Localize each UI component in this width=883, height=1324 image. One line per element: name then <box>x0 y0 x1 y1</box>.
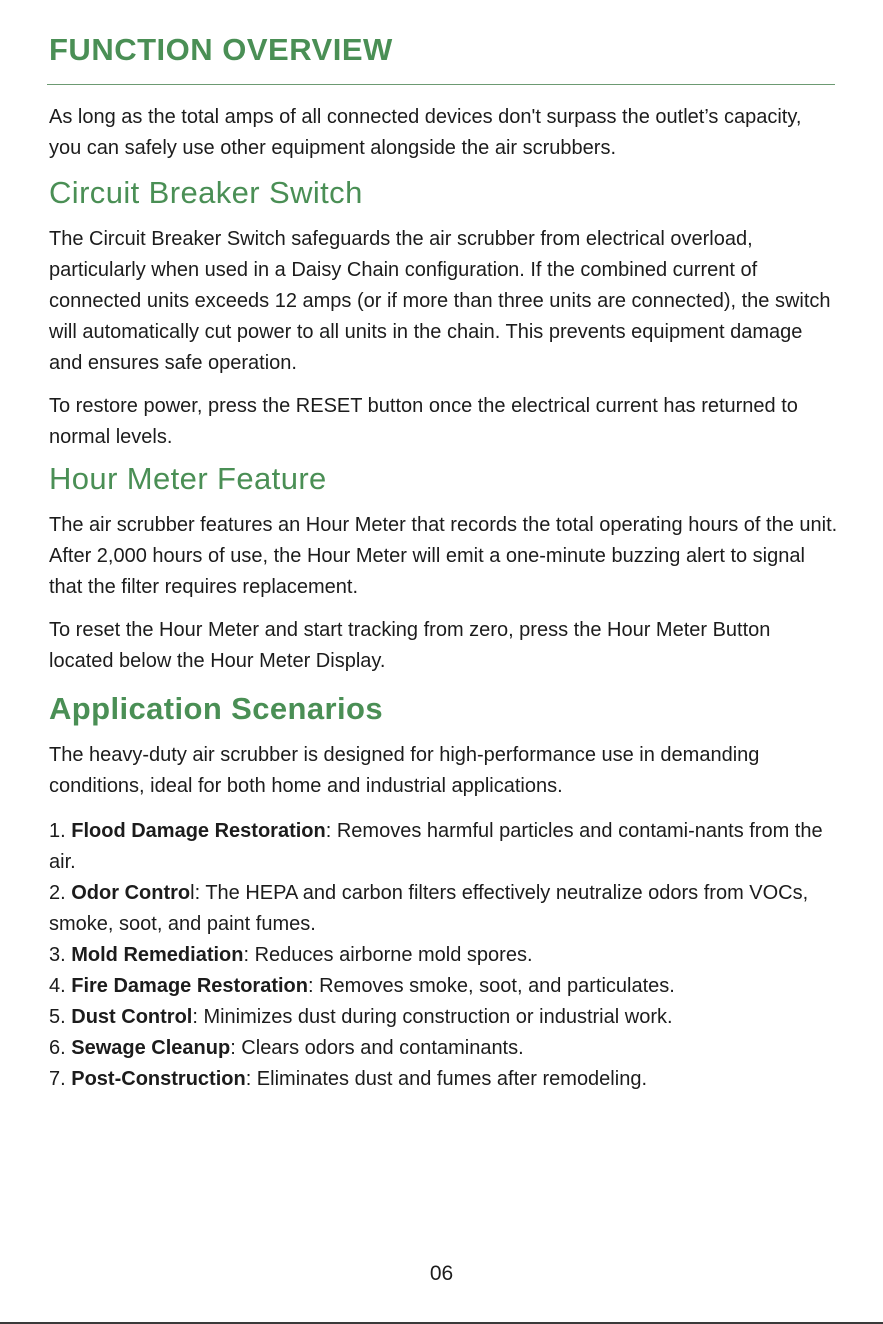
application-item-fire-damage <box>49 971 839 1002</box>
item-name: Mold Remediation <box>71 944 244 966</box>
application-item-flood-damage <box>49 816 839 878</box>
item-number: 3. <box>49 944 72 966</box>
item-description: : Minimizes dust during construction or industrial work. <box>192 1006 673 1028</box>
circuit-breaker-heading: Circuit Breaker Switch <box>49 175 363 210</box>
intro-paragraph: As long as the total amps of all connected devices don't surpass the outlet’s capacity, you can safely use other equipment alongside the air scrubbers. <box>49 106 802 159</box>
application-item-odor-control <box>49 878 839 940</box>
applications-heading: Application Scenarios <box>49 691 383 726</box>
page-number: 06 <box>429 1262 454 1285</box>
item-number: 6. <box>49 1037 72 1059</box>
circuit-breaker-paragraph-2: To restore power, press the RESET button once the electrical current has returned to normal levels. <box>49 395 798 448</box>
applications-list <box>49 816 839 1095</box>
item-name: Fire Damage Restoration <box>71 975 308 997</box>
item-name: Odor Contro <box>71 882 191 904</box>
item-description: : Eliminates dust and fumes after remodeling. <box>245 1068 647 1090</box>
item-number: 2. <box>49 882 72 904</box>
item-name: Post-Construction <box>71 1068 246 1090</box>
application-item-post-construction <box>49 1064 839 1095</box>
item-name: Sewage Cleanup <box>71 1037 231 1059</box>
item-description: : Clears odors and contaminants. <box>230 1037 524 1059</box>
application-item-dust-control <box>49 1002 839 1033</box>
application-item-sewage-cleanup <box>49 1033 839 1064</box>
item-description: : Removes harmful particles and contami-nants from the air. <box>49 820 823 873</box>
item-description: : Removes smoke, soot, and particulates. <box>307 975 675 997</box>
item-name: Flood Damage Restoration <box>71 820 326 842</box>
item-number: 4. <box>49 975 72 997</box>
title-divider <box>47 84 835 85</box>
applications-intro: The heavy-duty air scrubber is designed for high-performance use in demanding conditions, ideal for both home and industrial applications. <box>49 744 760 797</box>
item-name: Dust Control <box>71 1006 193 1028</box>
circuit-breaker-paragraph-1: The Circuit Breaker Switch safeguards the air scrubber from electrical overload, particularly when used in a Daisy Chain configuration. If the combined current of connected units exceeds 12 amps (or if more than three units are connected), the switch will automatically cut power to all units in the chain. This prevents equipment damage and ensures safe operation. <box>49 228 831 374</box>
item-number: 1. <box>49 820 72 842</box>
page-title: FUNCTION OVERVIEW <box>49 32 393 67</box>
item-number: 7. <box>49 1068 72 1090</box>
item-description: : Reduces airborne mold spores. <box>243 944 533 966</box>
page-content <box>49 28 839 1095</box>
hour-meter-heading: Hour Meter Feature <box>49 461 327 496</box>
hour-meter-paragraph-2: To reset the Hour Meter and start tracking from zero, press the Hour Meter Button located below the Hour Meter Display. <box>49 619 771 672</box>
application-item-mold-remediation <box>49 940 839 971</box>
item-description: l: The HEPA and carbon filters effectively neutralize odors from VOCs, smoke, soot, and paint fumes. <box>49 882 809 935</box>
item-number: 5. <box>49 1006 72 1028</box>
hour-meter-paragraph-1: The air scrubber features an Hour Meter that records the total operating hours of the unit. After 2,000 hours of use, the Hour Meter will emit a one-minute buzzing alert to signal that the filter requires replacement. <box>49 514 838 598</box>
